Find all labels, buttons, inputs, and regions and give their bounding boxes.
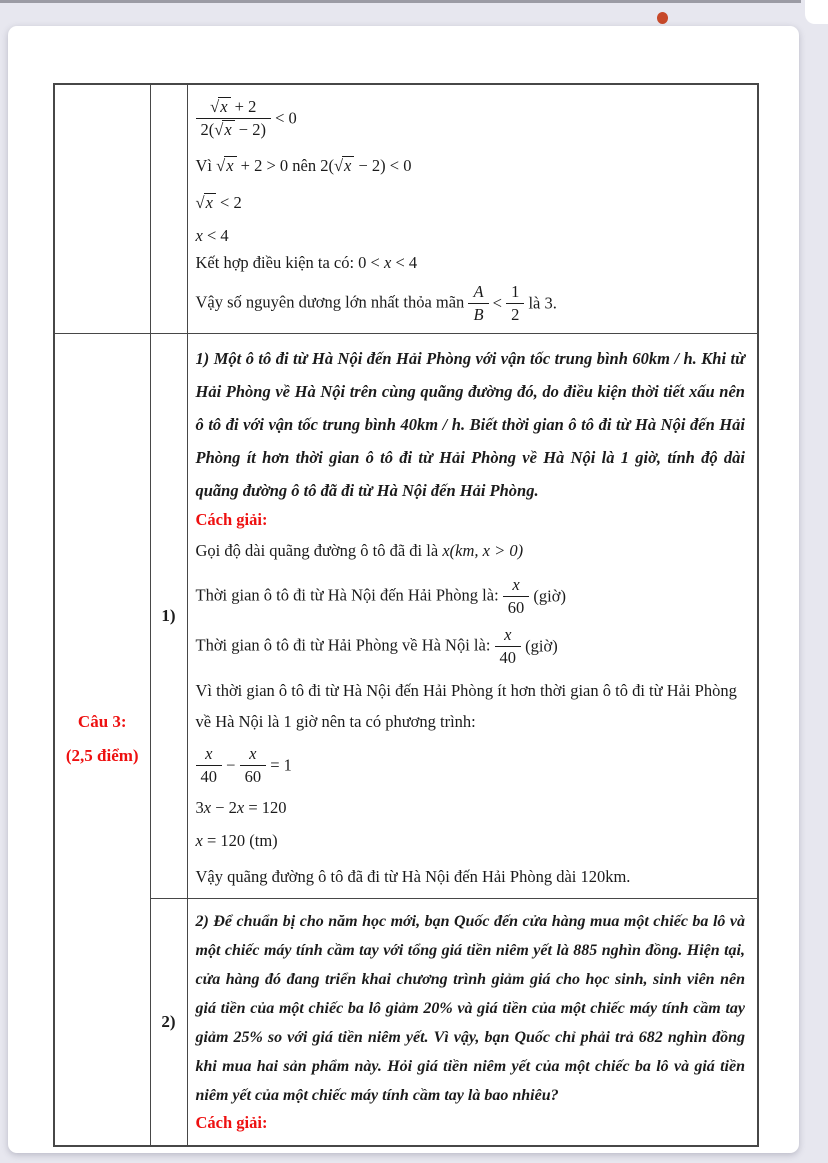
fraction-numerator: x — [240, 744, 267, 766]
math-operator: − — [222, 755, 240, 775]
fraction-numerator: x — [503, 575, 530, 597]
question-cell-empty — [54, 84, 150, 333]
math-expression: x(km, x > 0) — [442, 540, 524, 560]
table-row-part1 — [54, 333, 758, 899]
sqrt-argument: x — [224, 156, 236, 176]
math-variable: x — [384, 253, 392, 273]
top-right-white-corner — [805, 0, 828, 24]
math-variable: x — [236, 798, 245, 818]
orange-dot — [657, 12, 668, 24]
part2-number: 2) — [161, 1012, 176, 1032]
math-variable: x — [195, 831, 203, 851]
text: (giờ) — [529, 586, 566, 606]
math-text: − 2) — [234, 120, 266, 140]
fraction — [240, 744, 267, 787]
fraction — [196, 97, 271, 140]
part-cell-empty — [150, 84, 187, 333]
equation-line — [196, 829, 746, 853]
question-cell — [54, 333, 150, 1146]
sqrt-radical — [334, 156, 354, 176]
question-label: Câu 3: — [77, 712, 127, 732]
problem-statement-part2: 2) Để chuẩn bị cho năm học mới, bạn Quốc đến cửa hàng mua một chiếc ba lô và một chiếc máy tính cầm tay với tổng giá tiền niêm yết là 885 nghìn đồng. Hiện tại, cửa hàng đó đang triển khai chương trình giảm giá cho học sinh, sinh viên nên giá tiền của một chiếc ba lô giảm 20% và giá tiền của một chiếc máy tính cầm tay giảm 25% so với giá tiền niêm yết. Vì vậy, bạn Quốc chỉ phải trả 682 nghìn đồng khi mua hai sản phẩm này. Hỏi giá tiền niêm yết của một chiếc ba lô và giá tiền niêm yết của một chiếc máy tính cầm tay là bao nhiêu? — [195, 913, 745, 1105]
math-text: = 1 — [266, 755, 292, 775]
sqrt-argument: x — [342, 156, 354, 176]
part-number-cell — [150, 333, 187, 899]
sqrt-argument: x — [204, 193, 216, 213]
sqrt-radical — [216, 156, 236, 176]
conclusion-line — [196, 282, 746, 325]
math-text: < 4 — [391, 253, 418, 273]
text: Kết hợp điều kiện ta có: 0 < — [195, 253, 384, 273]
fraction — [468, 282, 488, 325]
math-text: < 4 — [202, 226, 229, 246]
sqrt-radical — [214, 120, 234, 140]
solution-cell-part1 — [187, 333, 758, 899]
sqrt-radical — [210, 97, 230, 117]
solution-line — [196, 536, 746, 566]
solution-cell — [187, 84, 758, 333]
fraction-denominator: 40 — [200, 767, 217, 787]
equation-line — [196, 744, 746, 787]
solution-heading: Cách giải: — [195, 509, 268, 529]
math-text: + 2 > 0 nên 2( — [236, 156, 334, 176]
text: Vậy số nguyên dương lớn nhất thỏa mãn — [195, 292, 469, 312]
fraction — [503, 575, 530, 618]
text: Vì — [195, 156, 217, 176]
sqrt-argument: x — [222, 120, 234, 140]
solution-line-fraction — [196, 575, 746, 618]
math-text: = 120 (tm) — [202, 831, 278, 851]
fraction-denominator — [196, 119, 271, 140]
math-text: < 2 — [215, 193, 242, 213]
text: (giờ) — [521, 636, 558, 656]
answer-key-table — [53, 83, 759, 1147]
solution-heading: Cách giải: — [195, 1113, 268, 1133]
math-variable: x — [203, 798, 212, 818]
table-row-solution-continued — [54, 84, 758, 333]
previous-page-bottom-edge — [0, 0, 801, 3]
conclusion-line: Vậy quãng đường ô tô đã đi từ Hà Nội đến Hải Phòng dài 120km. — [195, 867, 631, 887]
part1-number: 1) — [161, 605, 176, 625]
text: Gọi độ dài quãng đường ô tô đã đi là — [195, 540, 443, 560]
fraction-numerator: A — [468, 282, 488, 304]
math-text: + 2 — [230, 97, 257, 116]
text: là 3. — [524, 293, 557, 313]
fraction — [495, 625, 522, 668]
table-row-part2 — [54, 899, 758, 1147]
text: Thời gian ô tô đi từ Hà Nội đến Hải Phòng là: — [195, 584, 503, 604]
conclusion-line — [196, 253, 746, 273]
math-text: 3 — [195, 798, 204, 818]
fraction-numerator — [196, 97, 271, 119]
sqrt-argument: x — [218, 97, 230, 117]
math-line — [196, 226, 746, 246]
part-number-cell — [150, 899, 187, 1147]
math-text: 2( — [200, 120, 215, 140]
fraction-denominator: 40 — [499, 647, 517, 667]
fraction-denominator: 60 — [507, 597, 525, 617]
problem-statement-part1: 1) Một ô tô đi từ Hà Nội đến Hải Phòng với vận tốc trung bình 60km / h. Khi từ Hải Phòng về Hà Nội trên cùng quãng đường đó, do điều kiện thời tiết xấu nên ô tô đi với vận tốc trung bình 40km / h. Biết thời gian ô tô đi từ Hà Nội đến Hải Phòng ít hơn thời gian ô tô đi từ Hải Phòng về Hà Nội là 1 giờ, tính độ dài quãng đường ô tô đã đi từ Hà Nội đến Hải Phòng. — [195, 348, 745, 500]
solution-cell-part2 — [187, 899, 758, 1147]
fraction-numerator: x — [495, 625, 522, 647]
fraction-denominator: 2 — [511, 305, 520, 325]
fraction — [506, 282, 524, 325]
question-points: (2,5 điểm) — [65, 746, 139, 766]
equation-line — [196, 796, 746, 820]
math-text: − 2 — [211, 798, 237, 818]
fraction-denominator: B — [473, 305, 484, 325]
fraction-numerator: x — [196, 744, 223, 766]
document-page — [8, 26, 799, 1153]
math-line — [196, 193, 746, 213]
math-variable: x — [195, 226, 203, 246]
math-line-fraction-inequality — [196, 97, 746, 140]
math-text: < 0 — [270, 108, 297, 128]
text: Thời gian ô tô đi từ Hải Phòng về Hà Nội là: — [195, 635, 495, 655]
fraction-denominator: 60 — [244, 767, 262, 787]
math-line — [196, 156, 746, 176]
solution-line-fraction — [196, 625, 746, 668]
fraction — [196, 744, 223, 787]
sqrt-radical — [196, 193, 216, 213]
math-text: < — [488, 293, 507, 313]
math-text: = 120 — [244, 798, 287, 818]
fraction-numerator: 1 — [506, 282, 524, 304]
math-text: − 2) < 0 — [354, 156, 412, 176]
solution-line: Vì thời gian ô tô đi từ Hà Nội đến Hải Phòng ít hơn thời gian ô tô đi từ Hải Phòng về Hà Nội là 1 giờ nên ta có phương trình: — [195, 681, 737, 731]
